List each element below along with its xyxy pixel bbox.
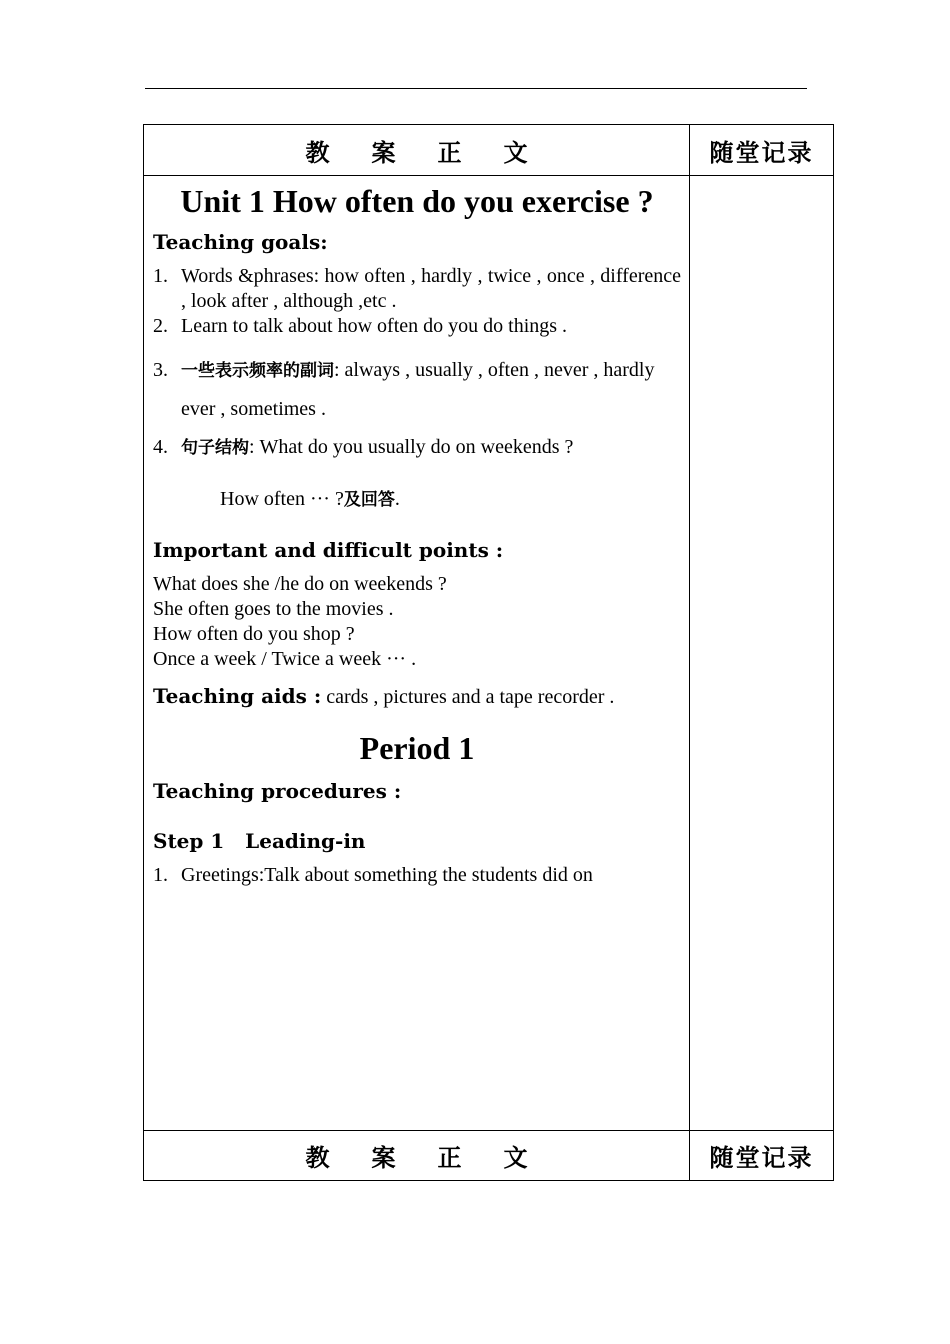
list-text: : always , usually , often , never , hardly ever , sometimes . — [181, 359, 655, 420]
list-number: 2. — [153, 315, 168, 337]
header-char: 文 — [503, 137, 528, 167]
footer-main-label — [144, 1130, 689, 1180]
list-text: Learn to talk about how often do you do things . — [181, 315, 568, 337]
lesson-plan-table — [143, 124, 834, 1181]
column-divider — [689, 125, 690, 1180]
footer-char: 教 — [305, 1142, 330, 1172]
list-item — [153, 432, 681, 463]
header-char: 正 — [437, 137, 462, 167]
list-number: 1. — [153, 864, 168, 886]
period-title: Period 1 — [359, 730, 475, 766]
header-notes-label: 随堂记录 — [709, 137, 814, 167]
footer-char: 正 — [437, 1142, 462, 1172]
header-char: 案 — [371, 137, 396, 167]
list-text: Greetings:Talk about something the students did on — [181, 864, 593, 886]
footer-char: 案 — [371, 1142, 396, 1172]
footer-notes-label: 随堂记录 — [709, 1142, 814, 1172]
header-char: 教 — [305, 137, 330, 167]
list-item — [153, 863, 681, 888]
teaching-goals-list — [153, 264, 681, 463]
list-cjk-text: 句子结构 — [181, 438, 249, 458]
teaching-aids-heading: Teaching aids : — [153, 684, 322, 708]
list-item — [153, 351, 681, 428]
important-point-line: What does she /he do on weekends ? — [153, 573, 447, 595]
list-cjk-text: 一些表示频率的副词 — [181, 361, 334, 381]
list-number: 1. — [153, 265, 168, 287]
lesson-content — [153, 178, 681, 888]
footer-char: 文 — [503, 1142, 528, 1172]
teaching-goals-heading: Teaching goals: — [153, 230, 328, 254]
goal-followup — [153, 485, 681, 514]
list-item — [153, 314, 681, 339]
header-divider — [144, 175, 833, 176]
unit-title: Unit 1 How often do you exercise ? — [180, 183, 654, 219]
followup-text: How often ··· ? — [220, 488, 344, 510]
important-points-list — [153, 572, 681, 672]
list-number: 3. — [153, 359, 168, 381]
procedures-list — [153, 863, 681, 888]
header-rule — [145, 88, 807, 89]
important-point-line: How often do you shop ? — [153, 623, 355, 645]
step-heading: Step 1 Leading-in — [153, 829, 366, 853]
list-text: : What do you usually do on weekends ? — [249, 436, 574, 458]
followup-cjk-text: 及回答 — [343, 490, 395, 510]
list-number: 4. — [153, 436, 168, 458]
teaching-aids-text: cards , pictures and a tape recorder . — [321, 686, 615, 708]
list-text: Words &phrases: how often , hardly , twice , once , difference , look after , although ,etc . — [181, 265, 681, 312]
procedures-heading: Teaching procedures : — [153, 779, 402, 803]
followup-end: . — [394, 488, 400, 510]
important-point-line: Once a week / Twice a week ··· . — [153, 648, 417, 670]
important-point-line: She often goes to the movies . — [153, 598, 394, 620]
important-points-heading: Important and difficult points : — [153, 538, 504, 562]
header-main-label — [144, 125, 689, 175]
list-item — [153, 264, 681, 314]
teaching-aids — [153, 682, 681, 711]
